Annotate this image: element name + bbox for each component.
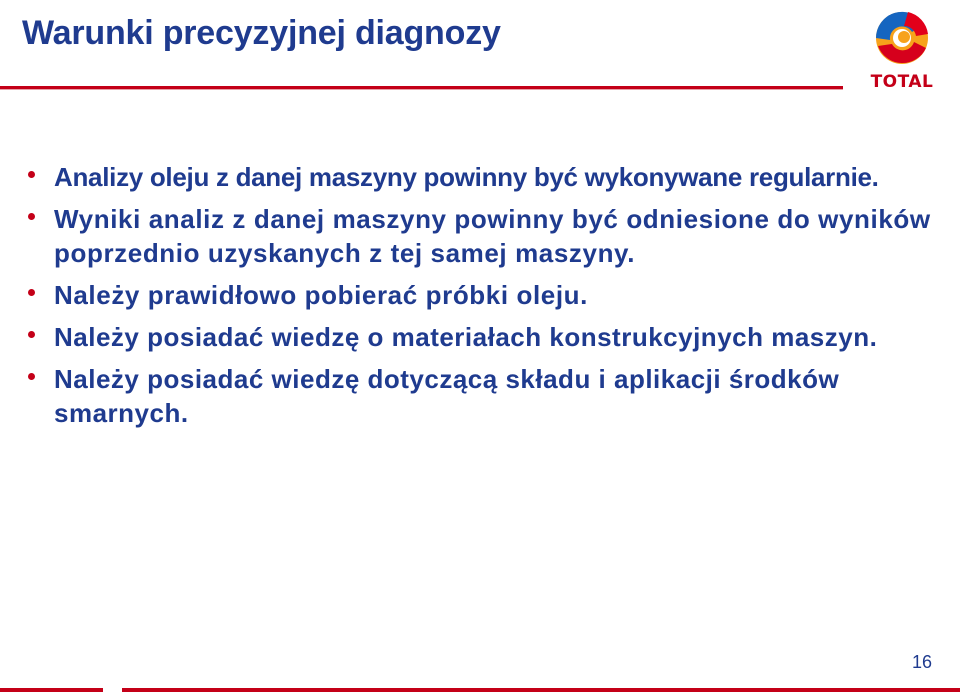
bullet-dot-icon (28, 331, 35, 338)
bullet-list (22, 160, 942, 438)
bullet-text: Należy posiadać wiedzę dotyczącą składu i aplikacji środków smarnych. (54, 364, 840, 428)
bullet-text: Należy posiadać wiedzę o materiałach konstrukcyjnych maszyn. (54, 322, 878, 352)
bullet-item (22, 278, 942, 312)
bullet-text: Należy prawidłowo pobierać próbki oleju. (54, 280, 588, 310)
page-number: 16 (912, 652, 933, 672)
bullet-text: Analizy oleju z danej maszyny powinny być wykonywane regularnie. (54, 162, 879, 192)
bullet-dot-icon (28, 171, 35, 178)
bullet-item (22, 160, 942, 194)
bullet-item (22, 202, 942, 270)
bullet-text: Wyniki analiz z danej maszyny powinny być odniesione do wyników poprzednio uzyskanych z tej samej maszyny. (54, 204, 931, 268)
bullet-item (22, 362, 942, 430)
bullet-dot-icon (28, 373, 35, 380)
footer-divider-left (0, 688, 103, 692)
footer-divider-right (122, 688, 960, 692)
slide-title: Warunki precyzyjnej diagnozy (22, 14, 501, 52)
header-divider-shadow (0, 89, 843, 90)
bullet-dot-icon (28, 289, 35, 296)
bullet-item (22, 320, 942, 354)
bullet-dot-icon (28, 213, 35, 220)
logo-wordmark: TOTAL (870, 72, 934, 92)
